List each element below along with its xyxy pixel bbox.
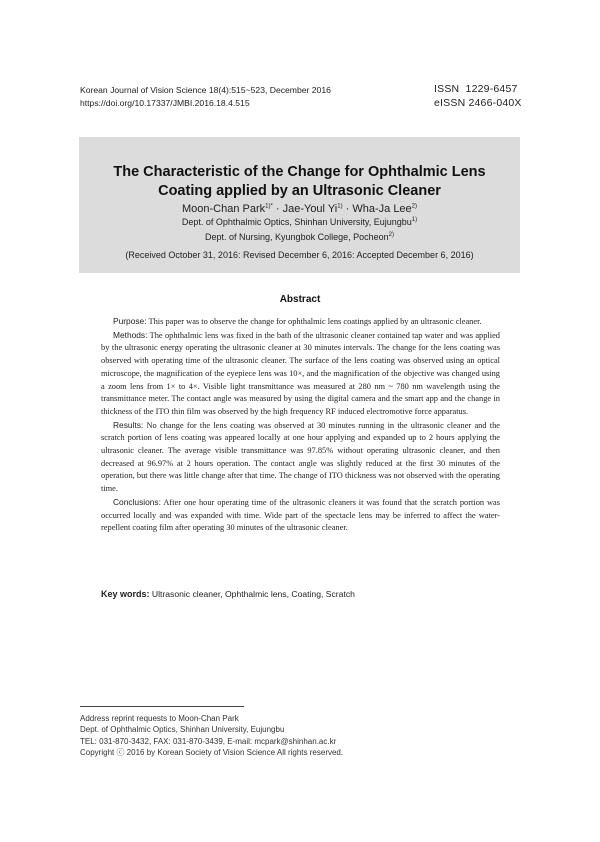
received-dates: (Received October 31, 2016: Revised December 6, 2016: Accepted December 6, 2016) (125, 250, 474, 260)
author-1: Moon-Chan Park (181, 203, 266, 215)
journal-header (80, 84, 331, 110)
keywords-label: Key words: (101, 589, 150, 599)
purpose-label: Purpose: (113, 316, 147, 326)
affiliations (79, 215, 520, 245)
affiliation-2 (79, 230, 520, 245)
paper-title (79, 163, 520, 201)
conclusions-text: After one hour operating time of the ultrasonic cleaners it was found that the scratch portion was occurred locally and was expanded with time. Wide part of the spectacle lens may be inferred to affect the water-repellent coating film after operating 30 minutes of the ultrasonic cleaner. (101, 497, 500, 533)
affiliation-1-text: Dept. of Ophthalmic Optics, Shinhan University, Eujungbu (181, 217, 412, 227)
copyright-notice: Copyright ⓒ 2016 by Korean Society of Vision Science All rights reserved. (80, 748, 344, 758)
title-line-2: Coating applied by an Ultrasonic Cleaner (158, 183, 441, 199)
author-3-affil-mark: 2) (411, 203, 418, 210)
results-text: No change for the lens coating was observed at 30 minutes running in the ultrasonic cleaner and the scratch portion of lens coating was appeared locally at one hour applying and expanded up to 2 hours applying the ultrasonic cleaner. The average visible transmittance was 97.85% without operating ultrasonic cleaner, and then decreased at 96.97% at 2 hours operation. The contact angle was slightly reduced at the first 30 minutes of the operation, but there was little change after that time. The change of ITO thickness was not observed with the operating time. (101, 420, 500, 494)
purpose-text: This paper was to observe the change for ophthalmic lens coatings applied by an ultrasonic cleaner. (146, 317, 482, 326)
eissn: eISSN 2466-040X (434, 97, 522, 109)
results-label: Results: (113, 419, 144, 430)
author-separator: · (272, 203, 283, 215)
author-1-affil-mark: 1)* (265, 203, 273, 210)
issn-block (434, 82, 522, 110)
affiliation-2-mark: 2) (388, 232, 394, 238)
abstract-methods (101, 329, 500, 419)
footnote-divider (80, 706, 244, 707)
correspondence-footnote (80, 713, 343, 759)
title-banner (79, 137, 520, 273)
journal-citation: Korean Journal of Vision Science 18(4):515~523, December 2016 (80, 85, 331, 95)
abstract-purpose (101, 315, 500, 329)
affiliation-1 (79, 215, 520, 230)
methods-label: Methods: (113, 329, 148, 340)
methods-text: The ophthalmic lens was fixed in the bath of the ultrasonic cleaner contained tap water and was applied by the ultrasonic energy operating the ultrasonic cleaner at 30 minutes intervals. The change for the lens coating was observed with operating time of the ultrasonic cleaner. The surface of the lens coating was observed using an optical microscope, the magnification of the eyepiece lens was 10×, and the magnification of the objective was changed using a zoom lens from 1× to 4×. Visible light transmittance was measured at 280 nm ~ 780 nm wavelength using the transmittance meter. The contact angle was measured by using the digital camera and the smart app and the change in thickness of the ITO thin film was observed by the high frequency RF induced electromotive force apparatus. (101, 330, 500, 416)
issn: ISSN 1229-6457 (434, 83, 518, 95)
keywords-text: Ultrasonic cleaner, Ophthalmic lens, Coating, Scratch (149, 589, 355, 599)
author-3: Wha-Ja Lee (352, 203, 412, 215)
author-list (79, 203, 520, 215)
author-2-affil-mark: 1) (337, 203, 343, 210)
affiliation-1-mark: 1) (411, 217, 418, 223)
footnote-line: Dept. of Ophthalmic Optics, Shinhan University, Eujungbu (80, 725, 285, 735)
affiliation-2-text: Dept. of Nursing, Kyungbok College, Pocheon (205, 232, 389, 242)
author-2: Jae-Youl Yi (282, 203, 338, 215)
abstract-conclusions (101, 496, 500, 535)
footnote-line: Address reprint requests to Moon-Chan Park (80, 714, 239, 723)
footnote-contact: TEL: 031-870-3432, FAX: 031-870-3439, E-mail: mcpark@shinhan.ac.kr (80, 736, 337, 746)
author-separator: · (342, 203, 353, 215)
abstract-heading: Abstract (279, 294, 321, 305)
doi-link[interactable]: https://doi.org/10.17337/JMBI.2016.18.4.515 (80, 98, 250, 108)
abstract-results (101, 419, 500, 496)
title-line-1: The Characteristic of the Change for Ophthalmic Lens (113, 164, 486, 180)
conclusions-label: Conclusions: (113, 496, 161, 507)
keywords (101, 589, 500, 599)
abstract-body (101, 315, 500, 535)
